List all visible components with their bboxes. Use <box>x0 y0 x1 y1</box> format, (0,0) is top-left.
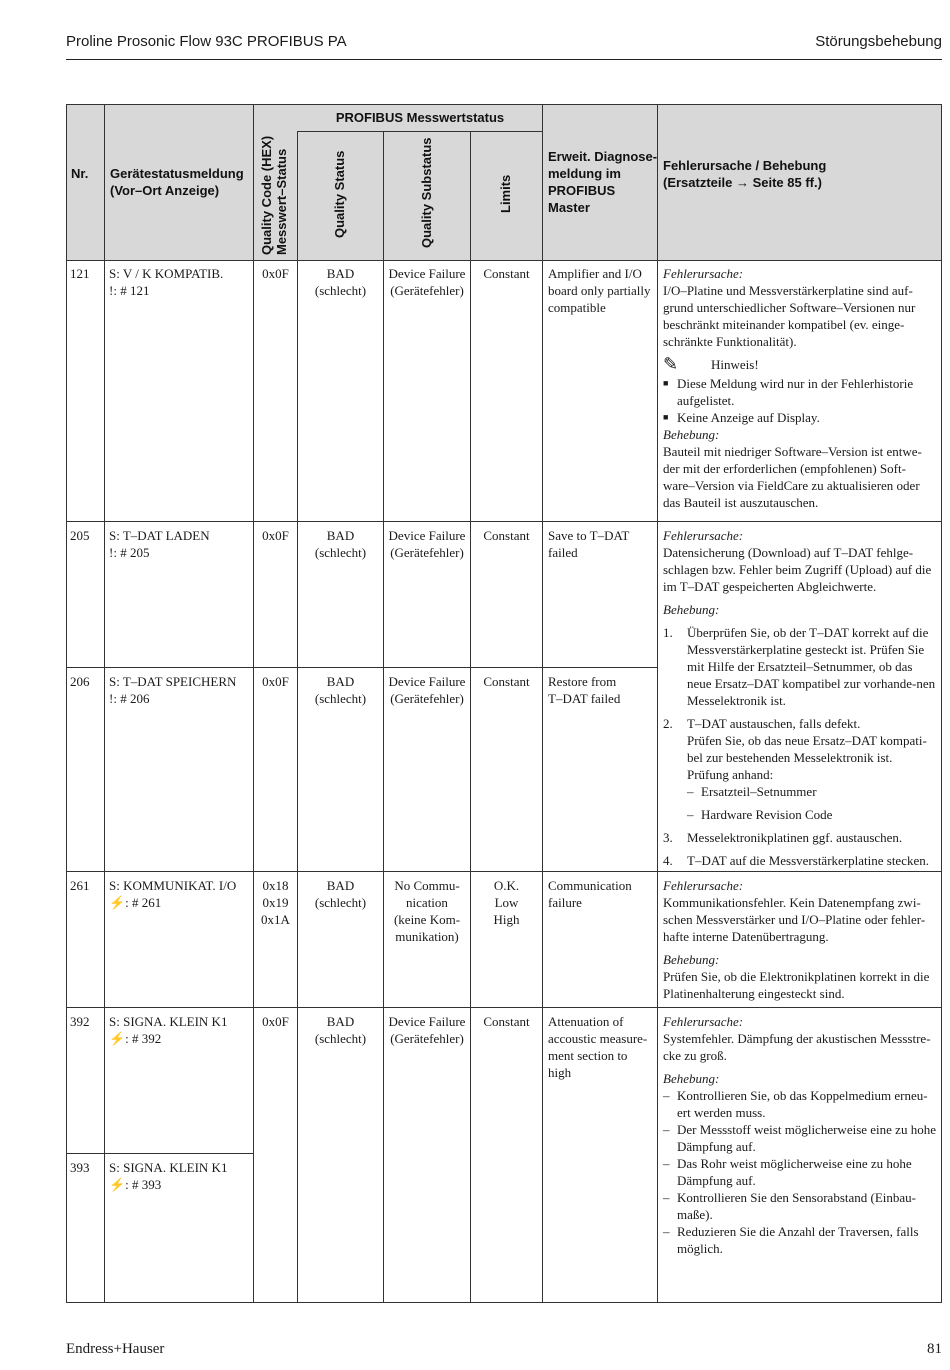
running-header-section: Störungsbehebung <box>815 33 942 50</box>
cell-limits: Constant <box>483 266 530 281</box>
remedy-item: – Reduzieren Sie die Anzahl der Traversen, falls möglich. <box>663 1223 937 1257</box>
cell-quality-substatus <box>384 265 470 299</box>
remedy-label: Behebung: <box>663 1071 720 1086</box>
cell-quality-substatus <box>384 877 470 945</box>
cell-nr: 261 <box>70 878 90 893</box>
cell-quality-substatus <box>384 1013 470 1047</box>
substatus-line: (Gerätefehler) <box>390 283 464 298</box>
cause-label: Fehlerursache: <box>663 528 744 543</box>
cell-quality-status <box>298 673 383 707</box>
cell-quality-substatus <box>384 673 470 707</box>
column-header-message <box>110 165 244 199</box>
remedy-label: Behebung: <box>663 602 720 617</box>
cause-text: Datensicherung (Download) auf T–DAT fehlge-schlagen bzw. Fehler beim Zugriff (Upload) auf die im T–DAT gespeicherten Abgleichwerte. <box>663 545 932 594</box>
diagnosis-line: Restore from <box>548 674 617 689</box>
step-number: 4. <box>663 853 673 868</box>
cell-diagnosis <box>548 265 651 316</box>
status-value: BAD <box>326 528 355 543</box>
message-code: !: # 205 <box>109 545 150 560</box>
pencil-icon: ✎ <box>663 354 679 374</box>
status-value: BAD <box>326 674 355 689</box>
status-translation: (schlecht) <box>314 283 367 298</box>
cell-message <box>109 877 236 911</box>
status-value: BAD <box>326 266 355 281</box>
cause-label: Fehlerursache: <box>663 878 744 893</box>
group-header-profibus: PROFIBUS Messwertstatus <box>335 110 505 125</box>
rule <box>470 131 471 1303</box>
rule <box>253 104 254 1303</box>
dash-item: – Hardware Revision Code <box>687 806 937 823</box>
cell-quality-code: 0x0F <box>262 266 289 281</box>
substatus-line: Device Failure <box>388 674 466 689</box>
cell-quality-code <box>254 877 297 928</box>
diagnosis-line: Communication <box>548 878 632 893</box>
rule <box>66 260 942 261</box>
status-translation: (schlecht) <box>314 545 367 560</box>
column-header-diagnosis-line2: meldung im <box>548 166 621 181</box>
message-text: S: SIGNA. KLEIN K1 <box>109 1160 228 1175</box>
step-dash-list <box>687 783 937 823</box>
cell-limits: Constant <box>483 1014 530 1029</box>
column-header-cause-line2: (Ersatzteile → Seite 85 ff.) <box>663 175 822 190</box>
column-header-diagnosis <box>548 148 657 216</box>
substatus-line: (keine Kom- <box>393 912 461 927</box>
column-header-quality-substatus: Quality Substatus <box>419 137 434 248</box>
message-code: !: # 121 <box>109 283 150 298</box>
column-header-quality-status: Quality Status <box>332 150 347 238</box>
cause-label: Fehlerursache: <box>663 266 744 281</box>
column-header-diagnosis-line4: Master <box>548 200 590 215</box>
remedy-text: Prüfen Sie, ob die Elektronikplatinen korrekt in die Platinenhalterung eingesteckt sind. <box>663 969 930 1001</box>
cell-quality-status <box>298 1013 383 1047</box>
step-number: 2. <box>663 716 673 731</box>
diagnosis-line: Attenuation of <box>548 1014 624 1029</box>
cell-quality-substatus <box>384 527 470 561</box>
remedy-step <box>663 624 937 709</box>
diagnosis-line: failure <box>548 895 582 910</box>
remedy-list <box>663 1087 937 1257</box>
note-item: ■ Diese Meldung wird nur in der Fehlerhistorie aufgelistet. <box>663 375 937 409</box>
diagnosis-line: board only partially <box>548 283 651 298</box>
diagnosis-line: compatible <box>548 300 606 315</box>
note-heading <box>663 356 937 373</box>
cell-quality-code: 0x0F <box>262 674 289 689</box>
rule <box>66 667 657 668</box>
cell-nr: 206 <box>70 674 90 689</box>
rule <box>66 1302 942 1303</box>
cell-message <box>109 265 223 299</box>
diagnosis-line: ment section to <box>548 1048 628 1063</box>
cause-text: Kommunikationsfehler. Kein Datenempfang zwi-schen Messverstärker und I/O–Platine oder fehler-hafte interne Datenübertragung. <box>663 895 926 944</box>
cell-nr: 121 <box>70 266 90 281</box>
code-line: 0x1A <box>261 912 290 927</box>
cell-quality-status <box>298 265 383 299</box>
cell-quality-code: 0x0F <box>262 528 289 543</box>
limit-line: Low <box>494 895 519 910</box>
substatus-line: Device Failure <box>388 1014 466 1029</box>
limit-line: O.K. <box>493 878 520 893</box>
remedy-item: – Das Rohr weist möglicherweise eine zu hohe Dämpfung auf. <box>663 1155 937 1189</box>
remedy-label: Behebung: <box>663 952 720 967</box>
column-header-limits: Limits <box>498 174 513 213</box>
diagnosis-line: T–DAT failed <box>548 691 621 706</box>
cell-message <box>109 1013 227 1047</box>
substatus-line: nication <box>406 895 448 910</box>
substatus-line: (Gerätefehler) <box>390 545 464 560</box>
rule <box>66 104 942 105</box>
column-header-cause-line1: Fehlerursache / Behebung <box>663 158 827 173</box>
rule <box>297 131 298 1303</box>
message-text: S: V / K KOMPATIB. <box>109 266 224 281</box>
remedy-item: – Der Messstoff weist möglicherweise eine zu hohe Dämpfung auf. <box>663 1121 937 1155</box>
cell-limits <box>471 877 542 928</box>
code-line: 0x18 <box>262 878 289 893</box>
step-text: T–DAT austauschen, falls defekt. <box>687 716 861 731</box>
rule <box>66 1007 942 1008</box>
message-code: ⚡: # 261 <box>109 895 162 910</box>
dash-item: – Ersatzteil–Setnummer <box>687 783 937 800</box>
running-header-title: Proline Prosonic Flow 93C PROFIBUS PA <box>66 33 347 50</box>
rule <box>297 131 543 132</box>
cell-limits: Constant <box>483 674 530 689</box>
rule <box>66 521 942 522</box>
cell-diagnosis <box>548 527 629 561</box>
cell-diagnosis <box>548 877 632 911</box>
message-text: S: T–DAT LADEN <box>109 528 210 543</box>
message-code: ⚡: # 393 <box>109 1177 162 1192</box>
remedy-step <box>663 852 937 869</box>
status-translation: (schlecht) <box>314 1031 367 1046</box>
note-label: Hinweis! <box>711 357 759 372</box>
substatus-line: (Gerätefehler) <box>390 691 464 706</box>
cell-cause-remedy <box>663 527 937 875</box>
step-text: T–DAT auf die Messverstärkerplatine stecken. <box>687 853 929 868</box>
message-text: S: SIGNA. KLEIN K1 <box>109 1014 228 1029</box>
status-value: BAD <box>326 1014 355 1029</box>
column-header-message-line1: Gerätestatusmeldung <box>110 166 244 181</box>
rule <box>66 1153 253 1154</box>
note-item: ■ Keine Anzeige auf Display. <box>663 409 937 426</box>
column-header-quality-code <box>259 136 289 255</box>
diagnosis-line: Save to T–DAT <box>548 528 630 543</box>
remedy-step <box>663 715 937 823</box>
message-code: !: # 206 <box>109 691 150 706</box>
step-text: Messelektronikplatinen ggf. austauschen. <box>687 830 903 845</box>
cell-nr: 392 <box>70 1014 90 1029</box>
substatus-line: No Commu- <box>394 878 460 893</box>
step-number: 3. <box>663 830 673 845</box>
step-text: Überprüfen Sie, ob der T–DAT korrekt auf die Messverstärkerplatine gesteckt ist. Prüfen Sie mit Hilfe der Ersatzteil–Setnummer, ob das neue Ersatz–DAT kompatibel zur vorhande-nen Messelektronik ist. <box>687 625 936 708</box>
cell-cause-remedy <box>663 1013 937 1257</box>
remedy-item: – Kontrollieren Sie den Sensorabstand (Einbau-maße). <box>663 1189 937 1223</box>
column-header-diagnosis-line3: PROFIBUS <box>548 183 616 198</box>
column-header-quality-code-line2: Messwert–Status <box>274 148 289 255</box>
rule <box>542 104 543 1303</box>
column-header-quality-code-line1: Quality Code (HEX) <box>259 135 274 255</box>
limit-line: High <box>493 912 520 927</box>
substatus-line: (Gerätefehler) <box>390 1031 464 1046</box>
substatus-line: munikation) <box>395 929 459 944</box>
note-list <box>663 375 937 426</box>
cell-message <box>109 527 210 561</box>
cell-message <box>109 673 236 707</box>
cell-diagnosis <box>548 673 620 707</box>
column-header-diagnosis-line1: Erweit. Diagnose- <box>548 149 658 164</box>
rule <box>657 104 658 1303</box>
remedy-step <box>663 829 937 846</box>
diagnosis-line: accoustic measure- <box>548 1031 648 1046</box>
remedy-text: Bauteil mit niedriger Software–Version ist entwe-der mit der erforderlichen (empfohlenen) Soft-ware–Version via FieldCare zu aktualisieren oder das Bauteil ist auszutauschen. <box>663 444 922 510</box>
diagnosis-line: high <box>548 1065 572 1080</box>
remedy-steps <box>663 624 937 869</box>
diagnosis-line: Amplifier and I/O <box>548 266 642 281</box>
code-line: 0x19 <box>262 895 289 910</box>
cell-nr: 205 <box>70 528 90 543</box>
message-text: S: T–DAT SPEICHERN <box>109 674 237 689</box>
rule <box>941 104 942 1303</box>
remedy-label: Behebung: <box>663 427 720 442</box>
footer-company: Endress+Hauser <box>66 1341 165 1357</box>
substatus-line: Device Failure <box>388 528 466 543</box>
step-subtext: Prüfen Sie, ob das neue Ersatz–DAT kompati-bel zur bestehenden Messelektronik ist. Prüfung anhand: <box>687 733 927 782</box>
cause-label: Fehlerursache: <box>663 1014 744 1029</box>
cell-nr: 393 <box>70 1160 90 1175</box>
column-header-cause <box>663 157 826 191</box>
cell-limits: Constant <box>483 528 530 543</box>
cause-text: I/O–Platine und Messverstärkerplatine sind auf-grund unterschiedlicher Software–Versionen nur beschränkt miteinander kompatibel (ev. einge-schränkte Funktionalität). <box>663 283 916 349</box>
step-number: 1. <box>663 625 673 640</box>
cell-cause-remedy <box>663 265 937 511</box>
rule <box>66 104 67 1303</box>
cell-cause-remedy <box>663 877 937 1002</box>
cell-quality-code: 0x0F <box>262 1014 289 1029</box>
status-translation: (schlecht) <box>314 895 367 910</box>
column-header-nr: Nr. <box>71 166 89 181</box>
rule <box>383 131 384 1303</box>
cell-quality-status <box>298 527 383 561</box>
rule <box>104 104 105 1303</box>
diagnosis-line: failed <box>548 545 578 560</box>
message-code: ⚡: # 392 <box>109 1031 162 1046</box>
remedy-item: – Kontrollieren Sie, ob das Koppelmedium erneu-ert werden muss. <box>663 1087 937 1121</box>
cause-text: Systemfehler. Dämpfung der akustischen Messstre-cke zu groß. <box>663 1031 931 1063</box>
cell-message <box>109 1159 227 1193</box>
column-header-message-line2: (Vor–Ort Anzeige) <box>110 183 220 198</box>
cell-quality-status <box>298 877 383 911</box>
cell-diagnosis <box>548 1013 647 1081</box>
status-value: BAD <box>326 878 355 893</box>
substatus-line: Device Failure <box>388 266 466 281</box>
footer-page-number: 81 <box>927 1341 942 1357</box>
status-translation: (schlecht) <box>314 691 367 706</box>
message-text: S: KOMMUNIKAT. I/O <box>109 878 237 893</box>
